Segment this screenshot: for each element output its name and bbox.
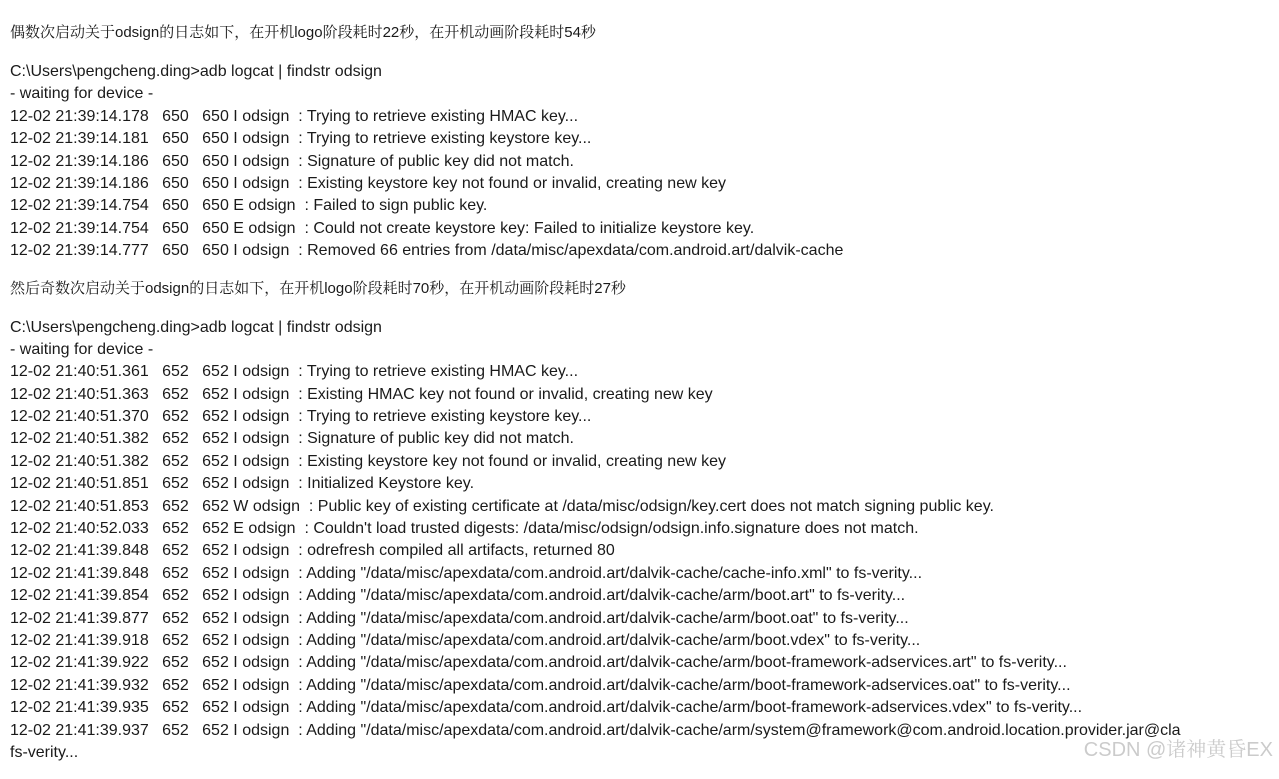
log-line: 12-02 21:39:14.186 650 650 I odsign : Signature of public key did not match. (10, 152, 574, 170)
log-line: 12-02 21:39:14.178 650 650 I odsign : Trying to retrieve existing HMAC key... (10, 107, 579, 125)
log-line: 12-02 21:39:14.754 650 650 E odsign : Failed to sign public key. (10, 197, 488, 215)
log-command: C:\Users\pengcheng.ding>adb logcat | findstr odsign (10, 318, 382, 336)
log-line: 12-02 21:41:39.937 652 652 I odsign : Adding "/data/misc/apexdata/com.android.art/dalvik-cache/arm/system@framework@com.android.location.provider.jar@cla (10, 721, 1181, 739)
log-line: 12-02 21:39:14.181 650 650 I odsign : Trying to retrieve existing keystore key... (10, 130, 592, 148)
section-odd-boot (10, 278, 1279, 765)
log-line: 12-02 21:40:51.382 652 652 I odsign : Signature of public key did not match. (10, 430, 574, 448)
log-line: 12-02 21:40:51.382 652 652 I odsign : Existing keystore key not found or invalid, creating new key (10, 452, 726, 470)
log-status: - waiting for device - (10, 85, 154, 103)
log-line: 12-02 21:40:51.851 652 652 I odsign : Initialized Keystore key. (10, 475, 475, 493)
log-output (10, 61, 1279, 263)
log-status: - waiting for device - (10, 340, 154, 358)
log-line: 12-02 21:40:51.853 652 652 W odsign : Public key of existing certificate at /data/misc/odsign/key.cert does not match signing public key. (10, 497, 994, 515)
log-line: 12-02 21:41:39.854 652 652 I odsign : Adding "/data/misc/apexdata/com.android.art/dalvik-cache/arm/boot.art" to fs-verity... (10, 587, 906, 605)
log-line: 12-02 21:40:51.370 652 652 I odsign : Trying to retrieve existing keystore key... (10, 408, 592, 426)
log-line: 12-02 21:41:39.848 652 652 I odsign : odrefresh compiled all artifacts, returned 80 (10, 542, 615, 560)
log-line: fs-verity... (10, 743, 79, 761)
log-line: 12-02 21:41:39.848 652 652 I odsign : Adding "/data/misc/apexdata/com.android.art/dalvik-cache/cache-info.xml" to fs-verity... (10, 564, 923, 582)
log-line: 12-02 21:41:39.922 652 652 I odsign : Adding "/data/misc/apexdata/com.android.art/dalvik-cache/arm/boot-framework-adservices.art" to fs-verity... (10, 654, 1067, 672)
log-line: 12-02 21:41:39.918 652 652 I odsign : Adding "/data/misc/apexdata/com.android.art/dalvik-cache/arm/boot.vdex" to fs-verity... (10, 631, 921, 649)
log-line: 12-02 21:40:51.363 652 652 I odsign : Existing HMAC key not found or invalid, creating new key (10, 385, 713, 403)
section-even-boot (10, 22, 1279, 263)
article-body (10, 22, 1279, 779)
section-intro: 偶数次启动关于odsign的日志如下，在开机logo阶段耗时22秒，在开机动画阶段耗时54秒 (10, 24, 596, 41)
log-line: 12-02 21:40:51.361 652 652 I odsign : Trying to retrieve existing HMAC key... (10, 363, 579, 381)
log-output (10, 317, 1279, 765)
log-line: 12-02 21:41:39.877 652 652 I odsign : Adding "/data/misc/apexdata/com.android.art/dalvik-cache/arm/boot.oat" to fs-verity... (10, 609, 909, 627)
log-line: 12-02 21:41:39.935 652 652 I odsign : Adding "/data/misc/apexdata/com.android.art/dalvik-cache/arm/boot-framework-adservices.vdex" to fs-verity... (10, 699, 1083, 717)
csdn-watermark: CSDN @诸神黄昏EX (1083, 739, 1273, 761)
log-line: 12-02 21:40:52.033 652 652 E odsign : Couldn't load trusted digests: /data/misc/odsign/odsign.info.signature does not match. (10, 520, 919, 538)
log-command: C:\Users\pengcheng.ding>adb logcat | findstr odsign (10, 63, 382, 80)
log-line: 12-02 21:39:14.777 650 650 I odsign : Removed 66 entries from /data/misc/apexdata/com.android.art/dalvik-cache (10, 242, 844, 260)
log-line: 12-02 21:39:14.754 650 650 E odsign : Could not create keystore key: Failed to initialize keystore key. (10, 219, 755, 237)
section-intro: 然后奇数次启动关于odsign的日志如下，在开机logo阶段耗时70秒，在开机动画阶段耗时27秒 (10, 279, 626, 297)
log-line: 12-02 21:39:14.186 650 650 I odsign : Existing keystore key not found or invalid, creating new key (10, 174, 726, 192)
log-line: 12-02 21:41:39.932 652 652 I odsign : Adding "/data/misc/apexdata/com.android.art/dalvik-cache/arm/boot-framework-adservices.oat" to fs-verity... (10, 676, 1071, 694)
